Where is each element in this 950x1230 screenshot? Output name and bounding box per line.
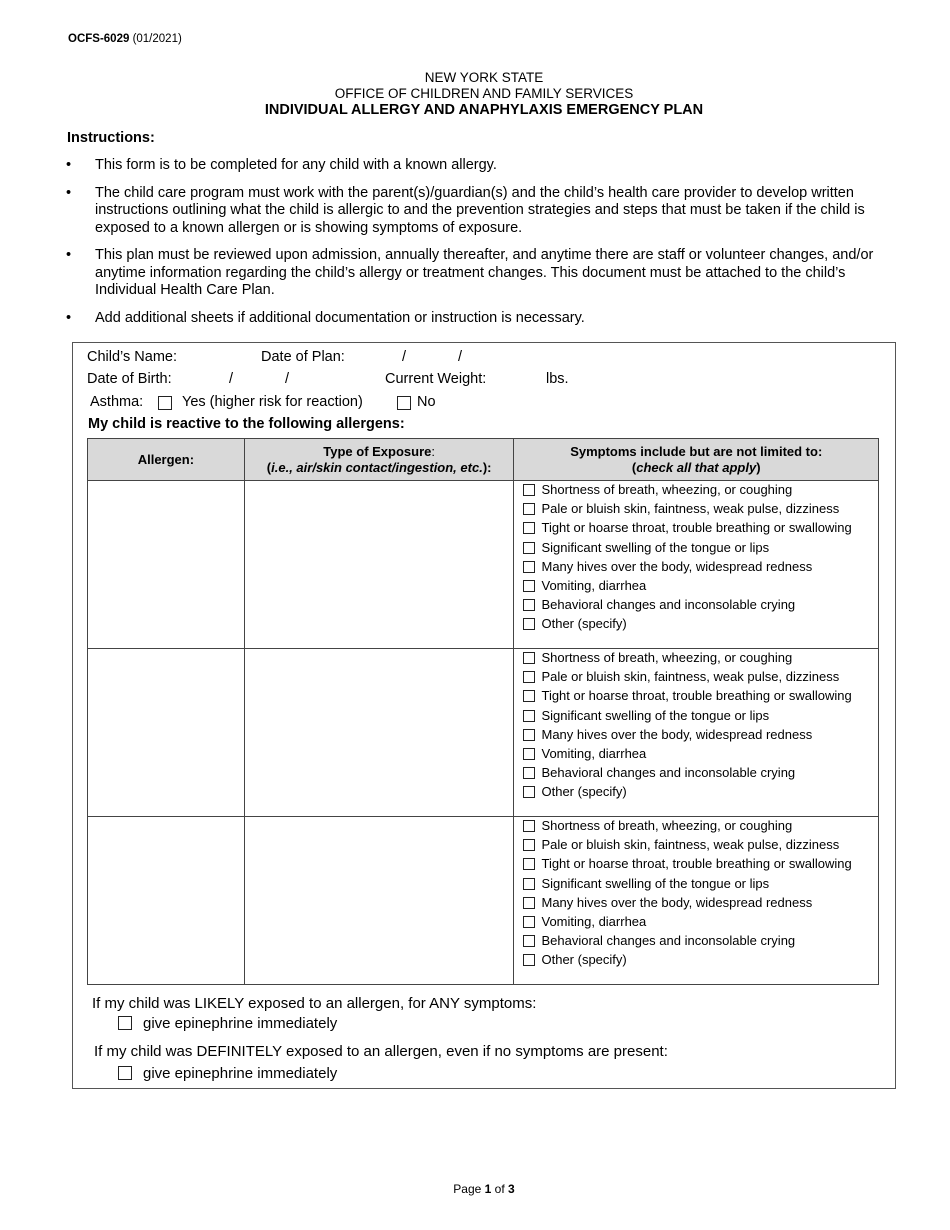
- bullet-glyph: •: [66, 247, 72, 263]
- likely-epinephrine-checkbox[interactable]: [118, 1016, 132, 1030]
- allergen-column-header: Allergen:: [88, 439, 245, 481]
- date-slash: /: [458, 349, 463, 365]
- bullet-glyph: •: [66, 309, 72, 326]
- bullet-glyph: •: [66, 184, 72, 201]
- symptom-checkbox[interactable]: [523, 599, 535, 611]
- date-of-plan-label: Date of Plan:: [261, 349, 345, 365]
- form-date: (01/2021): [132, 33, 182, 45]
- instruction-item: [66, 310, 886, 328]
- asthma-yes-label: Yes (higher risk for reaction): [182, 394, 363, 410]
- symptom-checkbox[interactable]: [523, 710, 535, 722]
- instructions-list: [66, 157, 886, 337]
- symptoms-header-title: Symptoms include but are not limited to:: [570, 443, 823, 459]
- symptom-item: [523, 559, 878, 574]
- symptom-checkbox[interactable]: [523, 671, 535, 683]
- symptom-checkbox[interactable]: [523, 652, 535, 664]
- symptom-checkbox[interactable]: [523, 839, 535, 851]
- symptom-item: [523, 914, 878, 929]
- symptom-label: Tight or hoarse throat, trouble breathing or swallowing: [541, 688, 852, 704]
- symptom-item: [523, 540, 878, 555]
- symptom-label: Behavioral changes and inconsolable crying: [541, 765, 796, 781]
- symptom-label: Tight or hoarse throat, trouble breathing or swallowing: [541, 856, 852, 872]
- symptom-item: [523, 765, 878, 780]
- asthma-no-checkbox[interactable]: [397, 396, 411, 410]
- symptom-checkbox[interactable]: [523, 916, 535, 928]
- symptom-label: Other (specify): [541, 952, 627, 968]
- symptom-item: [523, 818, 878, 833]
- symptom-label: Behavioral changes and inconsolable crying: [541, 597, 796, 613]
- symptom-checkbox[interactable]: [523, 878, 535, 890]
- allergen-table: [87, 438, 879, 985]
- form-code: OCFS-6029: [68, 33, 130, 45]
- symptom-item: [523, 895, 878, 910]
- allergen-cell[interactable]: [88, 649, 245, 817]
- symptom-checkbox[interactable]: [523, 729, 535, 741]
- symptom-item: [523, 746, 878, 761]
- symptom-item: [523, 856, 878, 871]
- exposure-cell[interactable]: [244, 481, 514, 649]
- symptom-checkbox[interactable]: [523, 897, 535, 909]
- symptom-checkbox[interactable]: [523, 786, 535, 798]
- page-of: of: [494, 1182, 505, 1196]
- symptom-label: Significant swelling of the tongue or lips: [541, 875, 770, 891]
- header-state: NEW YORK STATE: [424, 70, 544, 85]
- symptoms-cell: [514, 649, 879, 817]
- form-id: [68, 33, 182, 45]
- symptom-item: [523, 578, 878, 593]
- symptom-label: Pale or bluish skin, faintness, weak pulse, dizziness: [541, 669, 840, 685]
- symptom-item: [523, 482, 878, 497]
- instruction-item: [66, 247, 886, 300]
- symptom-checkbox[interactable]: [523, 542, 535, 554]
- exposure-column-header: [244, 439, 514, 481]
- symptom-label: Other (specify): [541, 784, 627, 800]
- symptom-checkbox[interactable]: [523, 522, 535, 534]
- table-row: [88, 817, 879, 985]
- symptom-checkbox[interactable]: [523, 690, 535, 702]
- symptom-item: [523, 597, 878, 612]
- symptom-item: [523, 616, 878, 631]
- asthma-no-label: No: [417, 394, 436, 410]
- symptom-item: [523, 933, 878, 948]
- symptom-checkbox[interactable]: [523, 484, 535, 496]
- date-slash: /: [402, 349, 407, 365]
- definitely-exposure-text: If my child was DEFINITELY exposed to an allergen, even if no symptoms are present:: [94, 1043, 668, 1060]
- bullet-glyph: •: [66, 157, 72, 173]
- symptom-label: Behavioral changes and inconsolable crying: [541, 933, 796, 949]
- symptom-label: Vomiting, diarrhea: [541, 913, 647, 929]
- symptom-list: [514, 817, 878, 967]
- symptoms-header-close: ): [756, 459, 761, 475]
- asthma-label: Asthma:: [90, 394, 144, 410]
- symptom-list: [514, 649, 878, 799]
- symptoms-cell: [514, 481, 879, 649]
- current-weight-label: Current Weight:: [385, 371, 487, 387]
- exposure-cell[interactable]: [244, 817, 514, 985]
- instruction-text: This form is to be completed for any child with a known allergy.: [95, 157, 497, 173]
- instruction-text: This plan must be reviewed upon admission, annually thereafter, and anytime there are staff or volunteer changes, and/or anytime information regarding the child’s allergy or treatment changes. This document must be attached to the child’s Individual Health Care Plan.: [95, 247, 874, 298]
- instructions-heading: Instructions:: [67, 130, 155, 146]
- child-name-label: Child’s Name:: [87, 349, 177, 365]
- date-slash: /: [285, 371, 290, 387]
- page-title: INDIVIDUAL ALLERGY AND ANAPHYLAXIS EMERGENCY PLAN: [264, 102, 704, 118]
- weight-unit: lbs.: [546, 371, 569, 387]
- symptoms-header-note: check all that apply: [636, 459, 757, 475]
- symptom-item: [523, 669, 878, 684]
- symptom-item: [523, 520, 878, 535]
- table-row: [88, 481, 879, 649]
- definitely-epinephrine-checkbox[interactable]: [118, 1066, 132, 1080]
- symptom-checkbox[interactable]: [523, 748, 535, 760]
- exposure-header-example: i.e., air/skin contact/ingestion, etc.: [271, 459, 483, 475]
- symptoms-cell: [514, 817, 879, 985]
- symptom-label: Shortness of breath, wheezing, or coughing: [541, 482, 793, 497]
- symptoms-column-header: [514, 439, 879, 481]
- exposure-header-title: Type of Exposure: [323, 443, 432, 459]
- symptom-checkbox[interactable]: [523, 858, 535, 870]
- page-total: 3: [508, 1182, 515, 1196]
- symptom-item: [523, 650, 878, 665]
- symptom-item: [523, 952, 878, 967]
- likely-exposure-text: If my child was LIKELY exposed to an allergen, for ANY symptoms:: [92, 995, 537, 1012]
- page-current: 1: [484, 1182, 492, 1196]
- symptom-label: Vomiting, diarrhea: [541, 577, 647, 593]
- symptom-checkbox[interactable]: [523, 561, 535, 573]
- symptom-label: Significant swelling of the tongue or lips: [541, 707, 770, 723]
- symptom-checkbox[interactable]: [523, 503, 535, 515]
- symptom-label: Shortness of breath, wheezing, or coughing: [541, 650, 793, 665]
- allergens-heading: My child is reactive to the following allergens:: [88, 416, 405, 432]
- page-number: [0, 1182, 950, 1196]
- exposure-header-close: ):: [482, 459, 492, 475]
- exposure-header-open: (: [266, 459, 272, 475]
- symptom-item: [523, 727, 878, 742]
- table-row: [88, 649, 879, 817]
- allergen-cell[interactable]: [88, 481, 245, 649]
- symptom-checkbox[interactable]: [523, 580, 535, 592]
- allergen-cell[interactable]: [88, 817, 245, 985]
- date-slash: /: [229, 371, 234, 387]
- symptom-label: Pale or bluish skin, faintness, weak pulse, dizziness: [541, 837, 840, 853]
- symptom-label: Vomiting, diarrhea: [541, 745, 647, 761]
- symptom-checkbox[interactable]: [523, 954, 535, 966]
- symptom-label: Many hives over the body, widespread redness: [541, 558, 813, 574]
- exposure-header-colon: :: [431, 443, 436, 459]
- exposure-cell[interactable]: [244, 649, 514, 817]
- symptom-item: [523, 688, 878, 703]
- likely-epinephrine-label: give epinephrine immediately: [143, 1015, 338, 1032]
- page-word: Page: [453, 1182, 482, 1196]
- symptom-item: [523, 708, 878, 723]
- symptom-label: Many hives over the body, widespread redness: [541, 894, 813, 910]
- symptom-label: Shortness of breath, wheezing, or coughing: [541, 818, 793, 833]
- instruction-text: The child care program must work with the parent(s)/guardian(s) and the child’s health care provider to develop written instructions outlining what the child is allergic to and the prevention strategies and steps that must be taken if the child is exposed to a known allergen or is showing symptoms of exposure.: [95, 184, 865, 236]
- date-of-plan-input[interactable]: [355, 345, 515, 365]
- current-weight-input[interactable]: [498, 367, 542, 387]
- instruction-text: Add additional sheets if additional documentation or instruction is necessary.: [95, 309, 585, 326]
- symptom-checkbox[interactable]: [523, 935, 535, 947]
- symptom-checkbox[interactable]: [523, 820, 535, 832]
- symptom-item: [523, 837, 878, 852]
- symptom-item: [523, 501, 878, 516]
- instruction-item: [66, 157, 886, 175]
- child-name-input[interactable]: [184, 345, 254, 365]
- date-of-birth-label: Date of Birth:: [87, 371, 172, 387]
- symptom-label: Pale or bluish skin, faintness, weak pulse, dizziness: [541, 501, 840, 517]
- symptom-list: [514, 481, 878, 631]
- symptom-label: Significant swelling of the tongue or lips: [541, 539, 770, 555]
- instruction-item: [66, 185, 886, 238]
- symptom-item: [523, 876, 878, 891]
- symptom-label: Tight or hoarse throat, trouble breathing or swallowing: [541, 520, 852, 536]
- symptom-label: Other (specify): [541, 616, 627, 632]
- symptom-item: [523, 784, 878, 799]
- symptoms-header-open: (: [631, 459, 637, 475]
- date-of-birth-input[interactable]: [182, 367, 377, 387]
- symptom-checkbox[interactable]: [523, 618, 535, 630]
- header-office: OFFICE OF CHILDREN AND FAMILY SERVICES: [334, 86, 634, 101]
- definitely-epinephrine-label: give epinephrine immediately: [143, 1065, 338, 1082]
- table-header-row: [88, 439, 879, 481]
- asthma-yes-checkbox[interactable]: [158, 396, 172, 410]
- symptom-checkbox[interactable]: [523, 767, 535, 779]
- symptom-label: Many hives over the body, widespread redness: [541, 726, 813, 742]
